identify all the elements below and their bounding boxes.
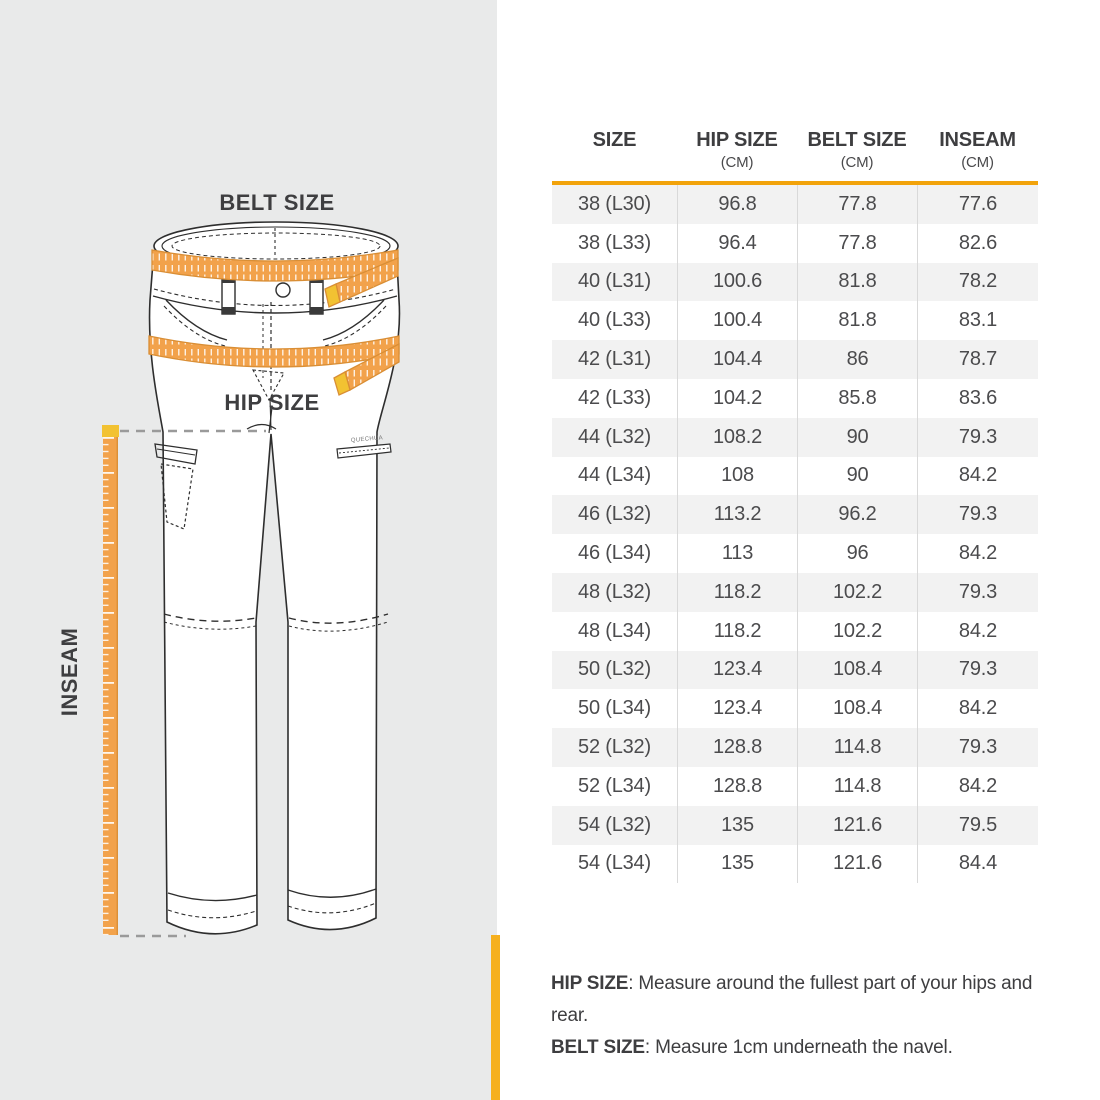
pants-outline-drawing: [150, 222, 400, 934]
column-header: [797, 130, 917, 170]
table-row: [552, 224, 1038, 263]
table-cell: 121.6: [797, 845, 917, 884]
table-cell: 113.2: [677, 495, 797, 534]
table-cell: 100.6: [677, 263, 797, 302]
table-cell: 104.2: [677, 379, 797, 418]
table-cell: 79.5: [917, 806, 1038, 845]
table-cell: 40 (L33): [578, 309, 651, 332]
table-row: [552, 495, 1038, 534]
table-cell: 81.8: [797, 301, 917, 340]
column-unit: (CM): [720, 154, 754, 171]
table-row: [552, 185, 1038, 224]
table-cell: 135: [677, 806, 797, 845]
hip-size-label: HIP SIZE: [224, 390, 320, 415]
table-cell: 108.4: [797, 689, 917, 728]
column-header: [552, 130, 677, 170]
column-unit: (CM): [840, 154, 874, 171]
column-label: SIZE: [592, 129, 637, 151]
column-header: [677, 130, 797, 170]
table-cell: 135: [677, 845, 797, 884]
table-cell: 48 (L34): [578, 619, 651, 642]
column-header: [917, 130, 1038, 170]
table-cell: 50 (L34): [578, 697, 651, 720]
table-cell: 121.6: [797, 806, 917, 845]
size-chart-table: [552, 130, 1038, 883]
inseam-ruler-icon: [102, 425, 119, 935]
measurement-diagram-panel: [0, 0, 497, 1100]
table-cell: 128.8: [677, 728, 797, 767]
table-cell: 83.6: [917, 379, 1038, 418]
inseam-label: INSEAM: [57, 627, 82, 717]
table-cell: 48 (L32): [578, 580, 651, 603]
table-row: [552, 301, 1038, 340]
table-cell: 50 (L32): [578, 658, 651, 681]
table-row: [552, 767, 1038, 806]
table-row: [552, 418, 1038, 457]
waist-button-icon: [276, 283, 290, 297]
table-cell: 123.4: [677, 651, 797, 690]
table-cell: 78.7: [917, 340, 1038, 379]
table-cell: 90: [797, 418, 917, 457]
table-cell: 44 (L32): [578, 425, 651, 448]
table-cell: 84.2: [917, 612, 1038, 651]
table-cell: 118.2: [677, 573, 797, 612]
table-cell: 96.8: [677, 185, 797, 224]
hip-size-note-text: : Measure around the fullest part of your hips and rear.: [551, 973, 1033, 1026]
table-cell: 40 (L31): [578, 270, 651, 293]
table-cell: 85.8: [797, 379, 917, 418]
belt-size-note-label: BELT SIZE: [551, 1037, 645, 1058]
brand-label: QUECHUA: [350, 435, 384, 444]
table-header-row: [552, 130, 1038, 170]
table-cell: 108.4: [797, 651, 917, 690]
table-cell: 81.8: [797, 263, 917, 302]
measurement-notes: [551, 968, 1071, 1064]
table-cell: 42 (L31): [578, 348, 651, 371]
column-label: INSEAM: [939, 129, 1016, 151]
table-row: [552, 379, 1038, 418]
table-cell: 114.8: [797, 728, 917, 767]
table-cell: 128.8: [677, 767, 797, 806]
table-cell: 79.3: [917, 651, 1038, 690]
table-row: [552, 806, 1038, 845]
table-row: [552, 728, 1038, 767]
table-cell: 79.3: [917, 418, 1038, 457]
table-cell: 46 (L34): [578, 542, 651, 565]
table-cell: 54 (L32): [578, 813, 651, 836]
table-cell: 42 (L33): [578, 386, 651, 409]
table-cell: 118.2: [677, 612, 797, 651]
pants-measurement-diagram: [0, 0, 497, 1100]
table-cell: 77.8: [797, 224, 917, 263]
belt-size-label: BELT SIZE: [219, 190, 335, 215]
table-cell: 44 (L34): [578, 464, 651, 487]
table-cell: 79.3: [917, 495, 1038, 534]
table-cell: 104.4: [677, 340, 797, 379]
table-cell: 102.2: [797, 612, 917, 651]
table-cell: 84.4: [917, 845, 1038, 884]
belt-size-note: [551, 1032, 1071, 1064]
table-cell: 77.6: [917, 185, 1038, 224]
table-cell: 77.8: [797, 185, 917, 224]
table-body: [552, 185, 1038, 883]
table-cell: 52 (L32): [578, 736, 651, 759]
table-cell: 78.2: [917, 263, 1038, 302]
column-unit: (CM): [961, 154, 994, 171]
belt-size-note-text: : Measure 1cm underneath the navel.: [644, 1037, 953, 1058]
accent-bar: [491, 935, 500, 1100]
table-cell: 100.4: [677, 301, 797, 340]
table-cell: 102.2: [797, 573, 917, 612]
table-cell: 86: [797, 340, 917, 379]
table-row: [552, 612, 1038, 651]
hip-size-note: [551, 968, 1071, 1032]
table-cell: 46 (L32): [578, 503, 651, 526]
table-row: [552, 689, 1038, 728]
table-cell: 84.2: [917, 534, 1038, 573]
table-cell: 96.4: [677, 224, 797, 263]
table-cell: 96.2: [797, 495, 917, 534]
table-cell: 84.2: [917, 767, 1038, 806]
table-cell: 123.4: [677, 689, 797, 728]
table-cell: 90: [797, 457, 917, 496]
table-cell: 38 (L33): [578, 231, 651, 254]
table-cell: 108: [677, 457, 797, 496]
table-cell: 84.2: [917, 457, 1038, 496]
table-row: [552, 534, 1038, 573]
table-row: [552, 573, 1038, 612]
table-cell: 79.3: [917, 728, 1038, 767]
table-cell: 54 (L34): [578, 852, 651, 875]
table-cell: 96: [797, 534, 917, 573]
table-cell: 108.2: [677, 418, 797, 457]
table-row: [552, 340, 1038, 379]
table-row: [552, 263, 1038, 302]
table-row: [552, 457, 1038, 496]
table-cell: 114.8: [797, 767, 917, 806]
column-label: BELT SIZE: [807, 129, 907, 151]
table-row: [552, 845, 1038, 884]
table-cell: 82.6: [917, 224, 1038, 263]
table-cell: 52 (L34): [578, 774, 651, 797]
table-cell: 38 (L30): [578, 192, 651, 215]
table-cell: 113: [677, 534, 797, 573]
column-unit: [552, 155, 677, 170]
table-row: [552, 651, 1038, 690]
table-cell: 84.2: [917, 689, 1038, 728]
column-label: HIP SIZE: [696, 129, 778, 151]
hip-size-note-label: HIP SIZE: [551, 973, 629, 994]
table-cell: 79.3: [917, 573, 1038, 612]
table-cell: 83.1: [917, 301, 1038, 340]
